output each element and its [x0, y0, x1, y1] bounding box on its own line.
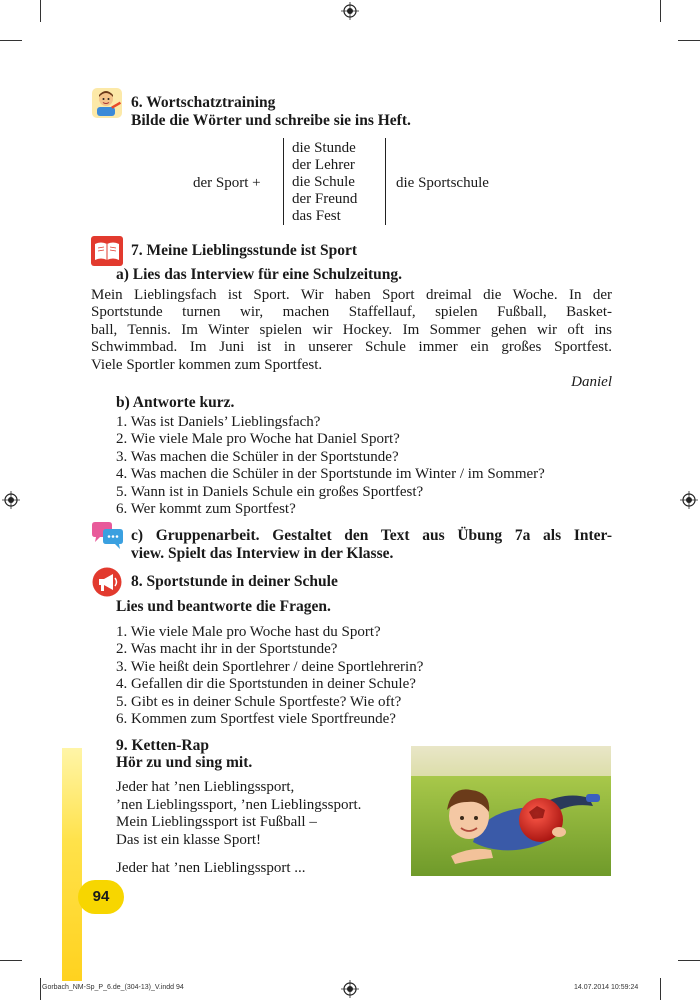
verse-line: ’nen Lieblingssport, ’nen Lieblingssport. [116, 796, 362, 813]
ex7-b-questions [116, 414, 545, 518]
word-item: der Lehrer [292, 157, 355, 173]
verse-line: Mein Lieblingssport ist Fußball – [116, 814, 317, 831]
ex7-text [91, 287, 612, 374]
ex7-author: Daniel [571, 374, 612, 390]
crop-mark [660, 978, 661, 1000]
verse-line: Jeder hat ’nen Lieblingssport, [116, 779, 295, 795]
text-line: Schwimmbad. Im Juni ist in unserer Schule immer ein großes Sportfest. [91, 339, 612, 356]
verse-line: Das ist ein klasse Sport! [116, 831, 261, 848]
question-item: 6. Kommen zum Sportfest viele Sportfreunde? [116, 711, 396, 728]
word-item: der Freund [292, 191, 358, 207]
crop-mark [40, 978, 41, 1000]
text-line: Viele Sportler kommen zum Sportfest. [91, 356, 323, 373]
registration-mark-icon [341, 2, 359, 20]
crop-mark [0, 960, 22, 961]
text-line: ball, Tennis. Im Winter spielen wir Hockey. Im Sommer gehen wir oft ins [91, 321, 612, 338]
speech-bubbles-icon [90, 521, 124, 551]
ex6-title: 6. Wortschatztraining [131, 94, 276, 111]
question-item: 5. Gibt es in deiner Schule Sportfeste? Wie oft? [116, 693, 402, 710]
footer-timestamp: 14.07.2014 10:59:24 [574, 984, 639, 991]
crop-mark [660, 0, 661, 22]
registration-mark-icon [341, 980, 359, 998]
crop-mark [678, 40, 700, 41]
question-item: 1. Was ist Daniels’ Lieblingsfach? [116, 414, 321, 430]
ex8-title: 8. Sportstunde in deiner Schule [131, 573, 338, 590]
word-item: die Stunde [292, 140, 356, 156]
crop-mark [40, 0, 41, 22]
question-item: 3. Was machen die Schüler in der Sportstunde? [116, 448, 399, 465]
ex9-instruction: Hör zu und sing mit. [116, 754, 253, 771]
word-item: die Schule [292, 174, 355, 190]
ex6-left-term: der Sport + [193, 175, 261, 191]
ex9-title: 9. Ketten-Rap [116, 737, 209, 754]
megaphone-icon [91, 567, 123, 597]
footer-file-info: Gorbach_NM-Sp_P_6.de_(304-13)_V.indd 94 [42, 984, 184, 991]
question-item: 6. Wer kommt zum Sportfest? [116, 501, 296, 518]
ex8-instruction: Lies und beantworte die Fragen. [116, 598, 331, 615]
question-item: 1. Wie viele Male pro Woche hast du Sport? [116, 624, 381, 640]
pencil-kid-icon [91, 87, 123, 119]
ex6-word-list [292, 140, 357, 225]
question-item: 5. Wann ist in Daniels Schule ein großes Sportfest? [116, 483, 424, 500]
question-item: 3. Wie heißt dein Sportlehrer / deine Sportlehrerin? [116, 658, 424, 675]
question-item: 2. Was macht ihr in der Sportstunde? [116, 641, 338, 658]
open-book-icon [91, 236, 123, 266]
ex6-instruction: Bilde die Wörter und schreibe sie ins Heft. [131, 112, 411, 129]
ex9-verse [116, 779, 361, 849]
divider [283, 138, 284, 225]
ex7-b-title: b) Antworte kurz. [116, 394, 235, 411]
boy-with-ball-photo [411, 746, 611, 876]
ex7-a-title: a) Lies das Interview für eine Schulzeitung. [116, 266, 403, 283]
page-number: 94 [92, 888, 110, 905]
text-line: Sportstunde turnen wir, machen Staffellauf, spielen Fußball, Basket- [91, 304, 612, 321]
ex7-title: 7. Meine Lieblingsstunde ist Sport [131, 242, 358, 259]
ex7-c-line2: view. Spielt das Interview in der Klasse. [131, 545, 394, 562]
registration-mark-icon [2, 491, 20, 509]
ex8-questions [116, 624, 423, 728]
crop-mark [678, 960, 700, 961]
word-item: das Fest [292, 208, 341, 224]
question-item: 4. Was machen die Schüler in der Sportstunde im Winter / im Sommer? [116, 466, 545, 483]
divider [385, 138, 386, 225]
text-line: Mein Lieblingsfach ist Sport. Wir haben Sport dreimal die Woche. In der [91, 287, 612, 303]
crop-mark [0, 40, 22, 41]
registration-mark-icon [680, 491, 698, 509]
page-side-band [62, 748, 82, 981]
ex6-result: die Sportschule [396, 175, 489, 191]
ex7-c-line1: c) Gruppenarbeit. Gestaltet den Text aus Übung 7a als Inter- [131, 527, 612, 544]
ex9-last-line: Jeder hat ’nen Lieblingssport ... [116, 860, 306, 876]
question-item: 2. Wie viele Male pro Woche hat Daniel Sport? [116, 431, 400, 448]
question-item: 4. Gefallen dir die Sportstunden in deiner Schule? [116, 676, 416, 693]
